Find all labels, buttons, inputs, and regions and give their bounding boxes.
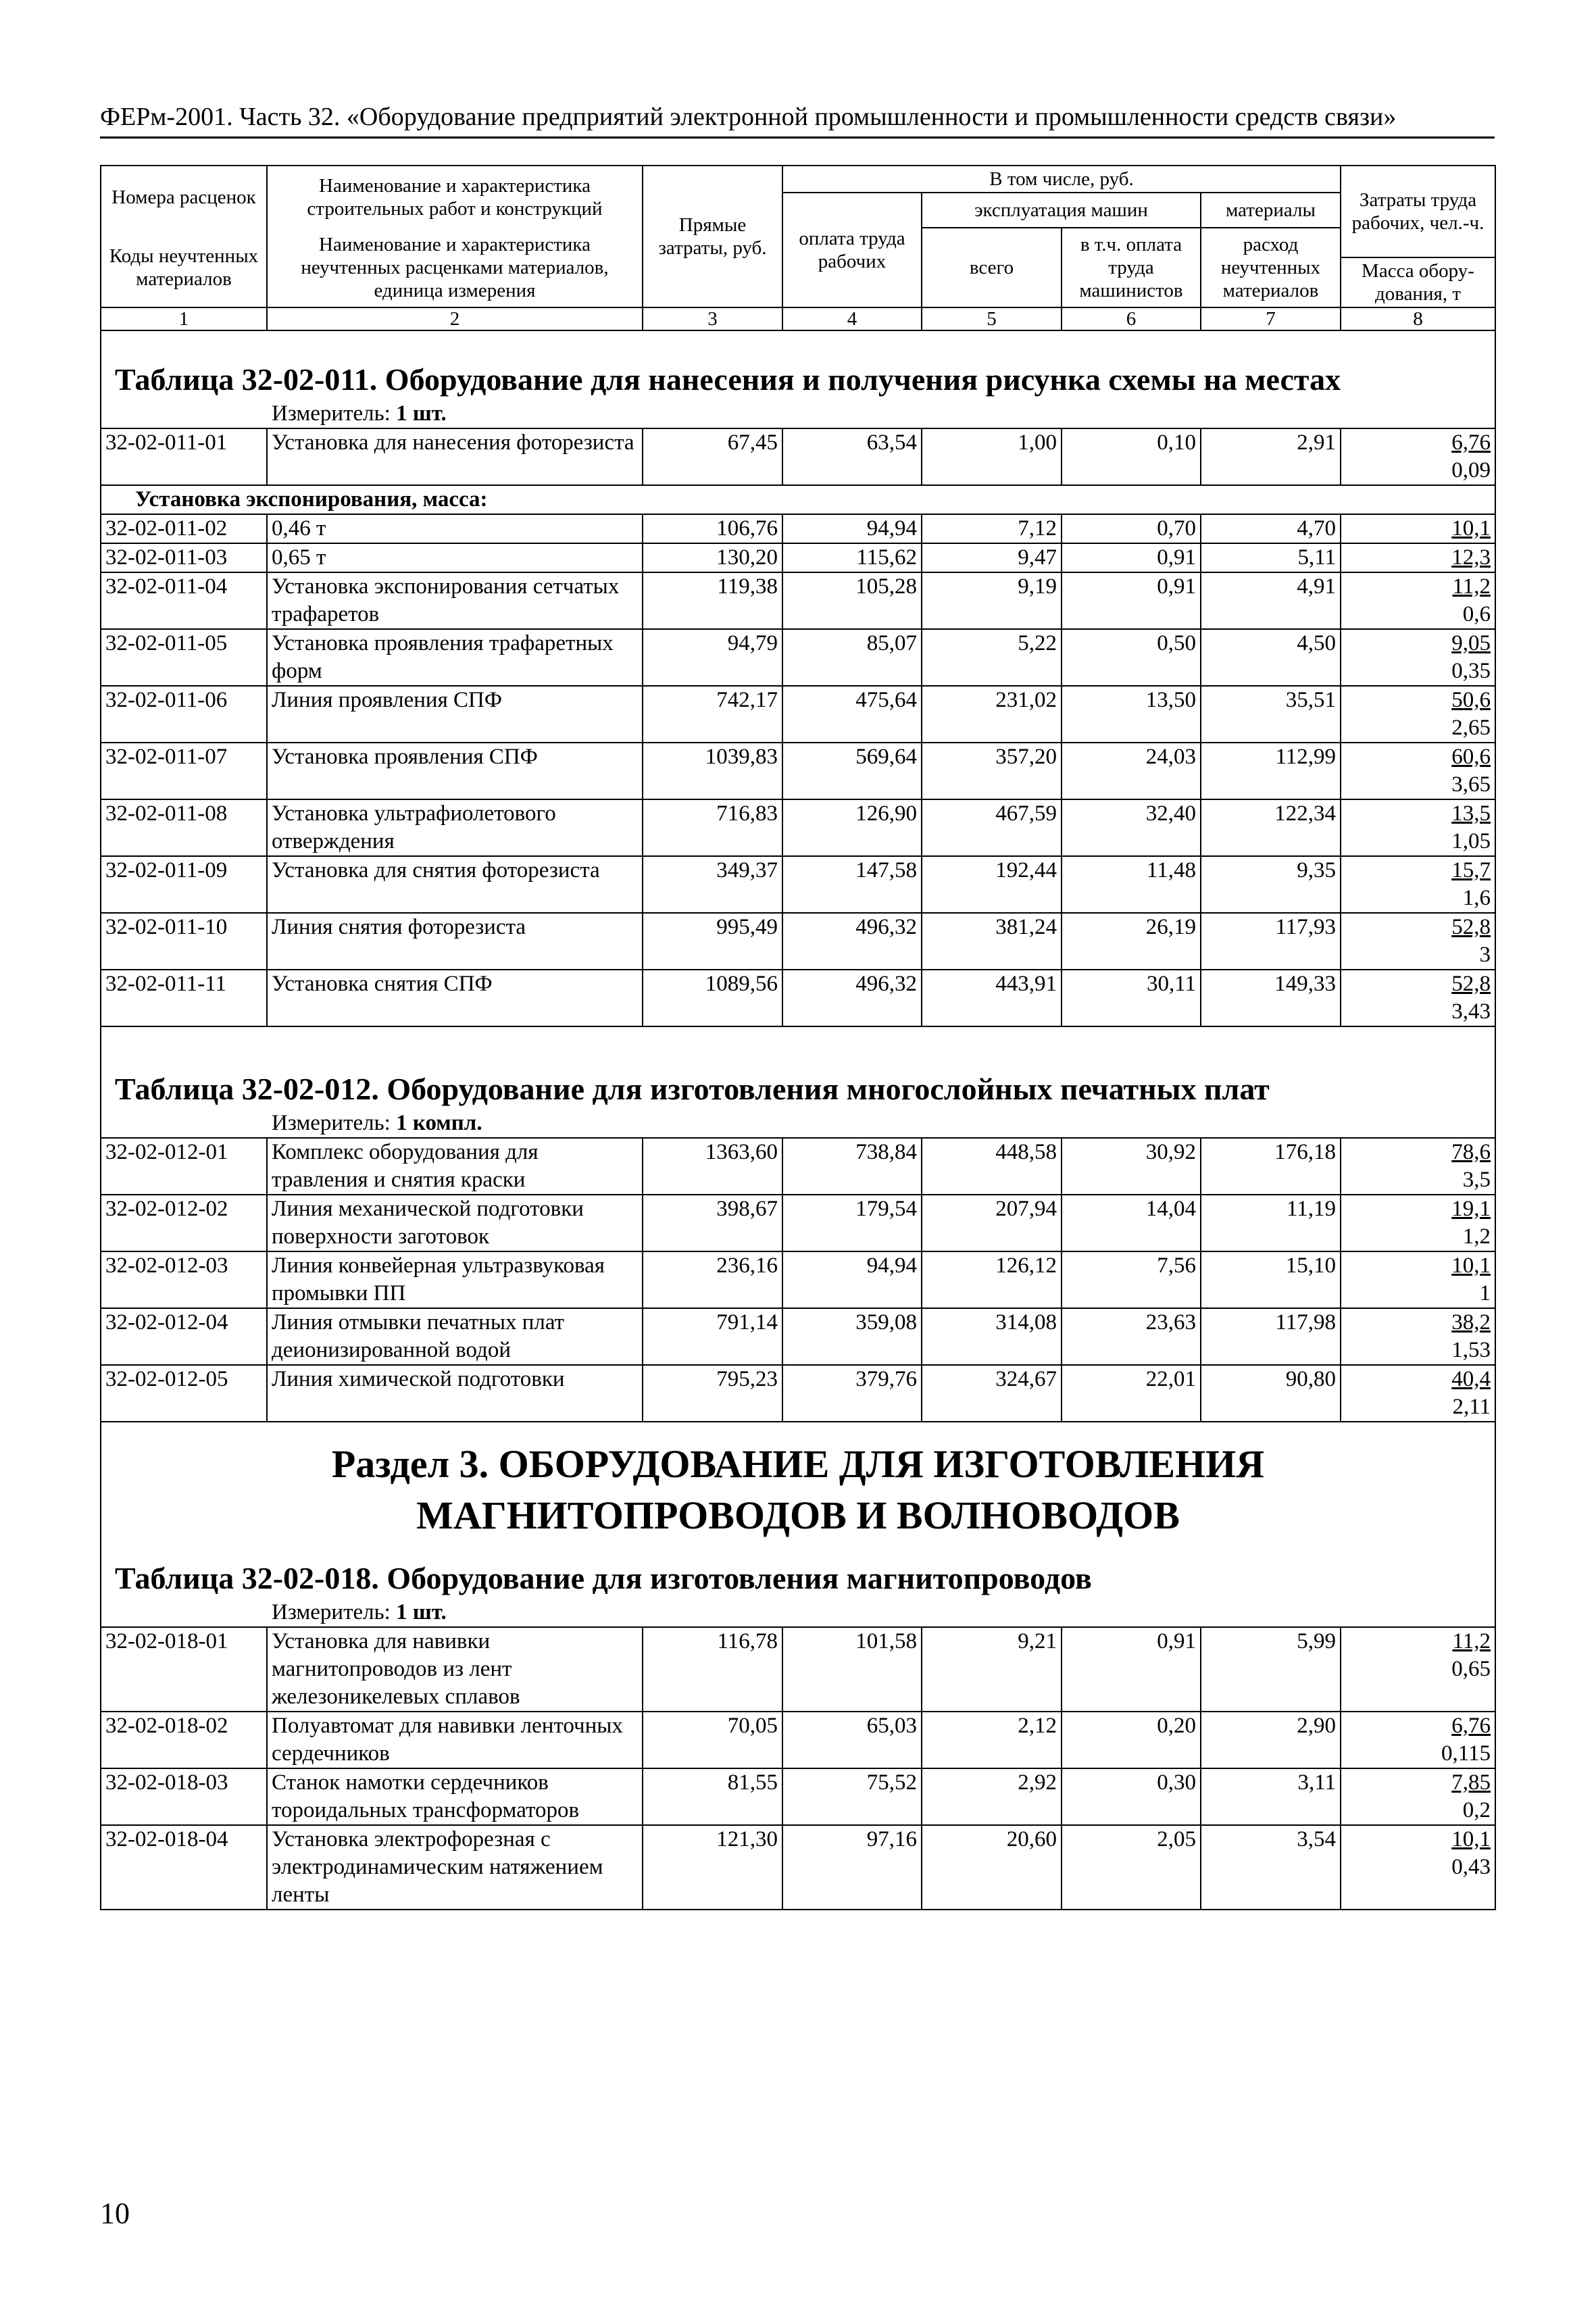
col5-header: всего [922, 228, 1062, 307]
unit-label: Измеритель: [272, 401, 391, 426]
value-c6: 30,92 [1062, 1138, 1201, 1195]
value-c5: 357,20 [922, 743, 1062, 799]
value-c3: 106,76 [643, 514, 782, 543]
value-c8 [1341, 629, 1495, 686]
value-c4: 94,94 [782, 1251, 922, 1308]
rate-code: 32-02-011-10 [101, 913, 267, 970]
value-c8 [1341, 1825, 1495, 1910]
unit-label: Измеритель: [272, 1111, 391, 1135]
section-3-line2: МАГНИТОПРОВОДОВ И ВОЛНОВОДОВ [416, 1493, 1180, 1537]
col1-bottom-header: Коды неучтенных материалов [101, 228, 267, 307]
rate-code: 32-02-012-03 [101, 1251, 267, 1308]
table-011-unit-row [101, 399, 1495, 428]
value-c3: 119,38 [643, 572, 782, 629]
equipment-mass: 3,43 [1451, 999, 1491, 1024]
value-c4: 126,90 [782, 799, 922, 856]
unit-value: 1 шт. [396, 401, 447, 426]
column-number: 2 [267, 307, 643, 330]
value-c7: 4,50 [1201, 629, 1341, 686]
value-c3: 121,30 [643, 1825, 782, 1910]
column-number: 6 [1062, 307, 1201, 330]
value-c3: 67,45 [643, 428, 782, 485]
value-c3: 349,37 [643, 856, 782, 913]
work-name: 0,46 т [267, 514, 643, 543]
value-c5: 207,94 [922, 1195, 1062, 1251]
value-c5: 20,60 [922, 1825, 1062, 1910]
value-c5: 2,12 [922, 1712, 1062, 1768]
value-c3: 236,16 [643, 1251, 782, 1308]
value-c5: 231,02 [922, 686, 1062, 743]
col4-header: оплата труда рабочих [782, 193, 922, 307]
table-row [101, 1365, 1495, 1422]
value-c6: 11,48 [1062, 856, 1201, 913]
value-c4: 738,84 [782, 1138, 922, 1195]
work-name: Установка для нанесения фоторезиста [267, 428, 643, 485]
col1-top-header: Номера расценок [101, 166, 267, 228]
table-018-title-row [101, 1555, 1495, 1598]
table-header [101, 166, 1495, 330]
value-c5: 7,12 [922, 514, 1062, 543]
table-row [101, 970, 1495, 1026]
labor-cost: 11,2 [1452, 574, 1491, 599]
column-number: 8 [1341, 307, 1495, 330]
column-number: 5 [922, 307, 1062, 330]
rate-code: 32-02-011-06 [101, 686, 267, 743]
work-name: Установка ультрафиолетового отверждения [267, 799, 643, 856]
rate-code: 32-02-018-04 [101, 1825, 267, 1910]
value-c8 [1341, 1308, 1495, 1365]
value-c7: 122,34 [1201, 799, 1341, 856]
value-c3: 130,20 [643, 543, 782, 572]
value-c6: 23,63 [1062, 1308, 1201, 1365]
col8-bottom-header: Масса обору-дования, т [1341, 257, 1495, 307]
materials-header: материалы [1201, 193, 1341, 228]
value-c8 [1341, 799, 1495, 856]
rate-code: 32-02-011-02 [101, 514, 267, 543]
value-c4: 496,32 [782, 970, 922, 1026]
rate-code: 32-02-011-09 [101, 856, 267, 913]
labor-cost: 78,6 [1451, 1140, 1491, 1164]
labor-cost: 10,1 [1451, 516, 1491, 541]
value-c4: 75,52 [782, 1768, 922, 1825]
value-c3: 81,55 [643, 1768, 782, 1825]
value-c6: 30,11 [1062, 970, 1201, 1026]
value-c7: 117,93 [1201, 913, 1341, 970]
labor-cost: 6,76 [1451, 430, 1491, 455]
value-c4: 85,07 [782, 629, 922, 686]
value-c8 [1341, 743, 1495, 799]
table-row [101, 686, 1495, 743]
table-row [101, 1251, 1495, 1308]
rate-code: 32-02-011-01 [101, 428, 267, 485]
col2-bottom-header: Наименование и характеристика неучтенных расценками материалов, единица измерения [267, 228, 643, 307]
col6-header: в т.ч. оплата труда машинистов [1062, 228, 1201, 307]
equipment-mass: 0,43 [1451, 1855, 1491, 1879]
table-012-body [101, 1026, 1495, 1422]
value-c4: 147,58 [782, 856, 922, 913]
value-c8 [1341, 514, 1495, 543]
table-012-unit [101, 1109, 1495, 1138]
value-c6: 7,56 [1062, 1251, 1201, 1308]
equipment-mass: 1,2 [1462, 1224, 1491, 1249]
rate-code: 32-02-011-04 [101, 572, 267, 629]
value-c6: 22,01 [1062, 1365, 1201, 1422]
work-name: Линия проявления СПФ [267, 686, 643, 743]
work-name: Линия механической подготовки поверхности заготовок [267, 1195, 643, 1251]
value-c6: 13,50 [1062, 686, 1201, 743]
col7-header: расход неучтенных материалов [1201, 228, 1341, 307]
column-number: 1 [101, 307, 267, 330]
column-number: 4 [782, 307, 922, 330]
rate-code: 32-02-018-03 [101, 1768, 267, 1825]
value-c7: 11,19 [1201, 1195, 1341, 1251]
rate-code: 32-02-011-03 [101, 543, 267, 572]
work-name: Комплекс оборудования для травления и снятия краски [267, 1138, 643, 1195]
spacer-row [101, 1026, 1495, 1066]
table-row [101, 514, 1495, 543]
value-c3: 742,17 [643, 686, 782, 743]
value-c8 [1341, 1627, 1495, 1712]
value-c7: 2,91 [1201, 428, 1341, 485]
rate-code: 32-02-018-01 [101, 1627, 267, 1712]
page-header: ФЕРм-2001. Часть 32. «Оборудование предприятий электронной промышленности и промышленности средств связи» [100, 100, 1495, 139]
value-c5: 324,67 [922, 1365, 1062, 1422]
value-c5: 467,59 [922, 799, 1062, 856]
value-c5: 9,19 [922, 572, 1062, 629]
table-row [101, 1825, 1495, 1910]
rate-code: 32-02-012-01 [101, 1138, 267, 1195]
value-c8 [1341, 970, 1495, 1026]
table-row [101, 799, 1495, 856]
value-c7: 4,70 [1201, 514, 1341, 543]
rate-code: 32-02-011-11 [101, 970, 267, 1026]
equipment-mass: 0,6 [1462, 602, 1491, 626]
value-c5: 314,08 [922, 1308, 1062, 1365]
value-c7: 9,35 [1201, 856, 1341, 913]
work-name: Станок намотки сердечников тороидальных трансформаторов [267, 1768, 643, 1825]
value-c6: 0,20 [1062, 1712, 1201, 1768]
table-row [101, 1138, 1495, 1195]
value-c8 [1341, 1712, 1495, 1768]
equipment-mass: 3,65 [1451, 772, 1491, 797]
value-c7: 2,90 [1201, 1712, 1341, 1768]
unit-value: 1 компл. [396, 1111, 482, 1135]
value-c4: 65,03 [782, 1712, 922, 1768]
work-name: Установка снятия СПФ [267, 970, 643, 1026]
value-c4: 569,64 [782, 743, 922, 799]
table-row [101, 572, 1495, 629]
value-c8 [1341, 1138, 1495, 1195]
value-c4: 94,94 [782, 514, 922, 543]
value-c8 [1341, 686, 1495, 743]
labor-cost: 9,05 [1451, 631, 1491, 655]
value-c7: 5,99 [1201, 1627, 1341, 1712]
work-name: Установка для снятия фоторезиста [267, 856, 643, 913]
column-number: 7 [1201, 307, 1341, 330]
labor-cost: 6,76 [1451, 1714, 1491, 1738]
labor-cost: 52,8 [1451, 972, 1491, 996]
value-c5: 9,47 [922, 543, 1062, 572]
rate-code: 32-02-011-05 [101, 629, 267, 686]
work-name: Полуавтомат для навивки ленточных сердечников [267, 1712, 643, 1768]
value-c6: 0,10 [1062, 428, 1201, 485]
labor-cost: 52,8 [1451, 915, 1491, 939]
value-c6: 0,91 [1062, 543, 1201, 572]
unit-label: Измеритель: [272, 1600, 391, 1624]
value-c5: 448,58 [922, 1138, 1062, 1195]
value-c3: 94,79 [643, 629, 782, 686]
labor-cost: 10,1 [1451, 1827, 1491, 1851]
value-c5: 5,22 [922, 629, 1062, 686]
value-c3: 398,67 [643, 1195, 782, 1251]
rate-code: 32-02-012-05 [101, 1365, 267, 1422]
value-c5: 192,44 [922, 856, 1062, 913]
value-c6: 0,70 [1062, 514, 1201, 543]
table-row [101, 1712, 1495, 1768]
rate-code: 32-02-011-08 [101, 799, 267, 856]
value-c4: 179,54 [782, 1195, 922, 1251]
labor-cost: 15,7 [1451, 858, 1491, 882]
value-c6: 0,91 [1062, 1627, 1201, 1712]
work-name: Установка проявления СПФ [267, 743, 643, 799]
value-c4: 115,62 [782, 543, 922, 572]
work-name: Линия снятия фоторезиста [267, 913, 643, 970]
value-c3: 716,83 [643, 799, 782, 856]
table-row [101, 428, 1495, 485]
value-c7: 117,98 [1201, 1308, 1341, 1365]
table-018-body [101, 1422, 1495, 1910]
col8-top-header: Затраты труда рабочих, чел.-ч. [1341, 166, 1495, 257]
labor-cost: 12,3 [1451, 545, 1491, 570]
value-c5: 2,92 [922, 1768, 1062, 1825]
value-c8 [1341, 1365, 1495, 1422]
table-018-title: Таблица 32-02-018. Оборудование для изготовления магнитопроводов [101, 1555, 1495, 1598]
subheader-text: Установка экспонирования, масса: [101, 485, 1495, 514]
rates-table [100, 165, 1496, 1910]
value-c3: 791,14 [643, 1308, 782, 1365]
value-c5: 126,12 [922, 1251, 1062, 1308]
value-c7: 90,80 [1201, 1365, 1341, 1422]
value-c6: 32,40 [1062, 799, 1201, 856]
value-c6: 0,50 [1062, 629, 1201, 686]
value-c4: 496,32 [782, 913, 922, 970]
value-c3: 1089,56 [643, 970, 782, 1026]
value-c8 [1341, 428, 1495, 485]
column-number: 3 [643, 307, 782, 330]
value-c4: 359,08 [782, 1308, 922, 1365]
value-c6: 14,04 [1062, 1195, 1201, 1251]
value-c4: 101,58 [782, 1627, 922, 1712]
table-011-body [101, 330, 1495, 1026]
column-numbers-row [101, 307, 1495, 330]
value-c5: 9,21 [922, 1627, 1062, 1712]
value-c3: 1363,60 [643, 1138, 782, 1195]
equipment-mass: 3,5 [1462, 1168, 1491, 1192]
equipment-mass: 0,65 [1451, 1657, 1491, 1681]
work-name: Линия конвейерная ультразвуковая промывки ПП [267, 1251, 643, 1308]
table-row [101, 1768, 1495, 1825]
value-c5: 381,24 [922, 913, 1062, 970]
value-c6: 0,91 [1062, 572, 1201, 629]
work-name: Установка для навивки магнитопроводов из лент железоникелевых сплавов [267, 1627, 643, 1712]
labor-cost: 50,6 [1451, 688, 1491, 712]
value-c7: 149,33 [1201, 970, 1341, 1026]
group-header: В том числе, руб. [782, 166, 1341, 193]
table-row [101, 913, 1495, 970]
work-name: Установка экспонирования сетчатых трафаретов [267, 572, 643, 629]
equipment-mass: 1,05 [1451, 829, 1491, 853]
labor-cost: 7,85 [1451, 1770, 1491, 1795]
table-row [101, 1308, 1495, 1365]
equipment-mass: 2,11 [1452, 1395, 1491, 1419]
value-c6: 24,03 [1062, 743, 1201, 799]
work-name: Линия отмывки печатных плат деионизированной водой [267, 1308, 643, 1365]
table-012-unit-row [101, 1109, 1495, 1138]
work-name: Линия химической подготовки [267, 1365, 643, 1422]
labor-cost: 10,1 [1451, 1253, 1491, 1278]
work-name: 0,65 т [267, 543, 643, 572]
value-c8 [1341, 856, 1495, 913]
value-c8 [1341, 572, 1495, 629]
value-c3: 70,05 [643, 1712, 782, 1768]
value-c4: 97,16 [782, 1825, 922, 1910]
value-c3: 995,49 [643, 913, 782, 970]
rate-code: 32-02-018-02 [101, 1712, 267, 1768]
value-c7: 176,18 [1201, 1138, 1341, 1195]
rate-code: 32-02-012-02 [101, 1195, 267, 1251]
section-3-heading [101, 1422, 1495, 1555]
value-c7: 5,11 [1201, 543, 1341, 572]
equipment-mass: 2,65 [1451, 716, 1491, 740]
col3-header: Прямые затраты, руб. [643, 166, 782, 307]
value-c8 [1341, 1195, 1495, 1251]
value-c8 [1341, 543, 1495, 572]
rate-code: 32-02-012-04 [101, 1308, 267, 1365]
table-018-unit [101, 1598, 1495, 1627]
value-c3: 795,23 [643, 1365, 782, 1422]
value-c3: 116,78 [643, 1627, 782, 1712]
table-row [101, 1195, 1495, 1251]
rate-code: 32-02-011-07 [101, 743, 267, 799]
equipment-mass: 0,115 [1441, 1741, 1491, 1766]
table-row [101, 543, 1495, 572]
page-number: 10 [100, 2197, 130, 2230]
table-018-unit-row [101, 1598, 1495, 1627]
equipment-mass: 0,2 [1462, 1798, 1491, 1822]
value-c7: 4,91 [1201, 572, 1341, 629]
value-c6: 2,05 [1062, 1825, 1201, 1910]
labor-cost: 38,2 [1451, 1310, 1491, 1335]
equipment-mass: 0,35 [1451, 659, 1491, 683]
labor-cost: 40,4 [1451, 1367, 1491, 1391]
value-c5: 1,00 [922, 428, 1062, 485]
value-c4: 379,76 [782, 1365, 922, 1422]
table-row [101, 856, 1495, 913]
work-name: Установка проявления трафаретных форм [267, 629, 643, 686]
table-012-title: Таблица 32-02-012. Оборудование для изготовления многослойных печатных плат [101, 1066, 1495, 1109]
table-011-unit [101, 399, 1495, 428]
table-011-title: Таблица 32-02-011. Оборудование для нанесения и получения рисунка схемы на местах [101, 356, 1495, 399]
table-row [101, 743, 1495, 799]
value-c4: 63,54 [782, 428, 922, 485]
table-row [101, 629, 1495, 686]
value-c7: 35,51 [1201, 686, 1341, 743]
value-c6: 0,30 [1062, 1768, 1201, 1825]
value-c4: 105,28 [782, 572, 922, 629]
section-3-line1: Раздел 3. ОБОРУДОВАНИЕ ДЛЯ ИЗГОТОВЛЕНИЯ [331, 1442, 1265, 1486]
work-name: Установка электрофорезная с электродинамическим натяжением ленты [267, 1825, 643, 1910]
spacer-row [101, 330, 1495, 356]
value-c7: 3,54 [1201, 1825, 1341, 1910]
value-c8 [1341, 1768, 1495, 1825]
equipment-mass: 1 [1479, 1281, 1491, 1305]
table-012-title-row [101, 1066, 1495, 1109]
labor-cost: 19,1 [1451, 1197, 1491, 1221]
equipment-mass: 3 [1479, 943, 1491, 967]
unit-value: 1 шт. [396, 1600, 447, 1624]
value-c5: 443,91 [922, 970, 1062, 1026]
value-c7: 112,99 [1201, 743, 1341, 799]
section-3-heading-row [101, 1422, 1495, 1555]
equipment-mass: 0,09 [1451, 458, 1491, 482]
value-c7: 3,11 [1201, 1768, 1341, 1825]
table-row [101, 1627, 1495, 1712]
col2-top-header: Наименование и характеристика строительных работ и конструкций [267, 166, 643, 228]
value-c7: 15,10 [1201, 1251, 1341, 1308]
value-c8 [1341, 1251, 1495, 1308]
value-c6: 26,19 [1062, 913, 1201, 970]
equipment-mass: 1,53 [1451, 1338, 1491, 1362]
labor-cost: 13,5 [1451, 801, 1491, 826]
machines-header: эксплуатация машин [922, 193, 1201, 228]
value-c3: 1039,83 [643, 743, 782, 799]
labor-cost: 11,2 [1452, 1629, 1491, 1653]
value-c4: 475,64 [782, 686, 922, 743]
labor-cost: 60,6 [1451, 745, 1491, 769]
equipment-mass: 1,6 [1462, 886, 1491, 910]
subheader-row [101, 485, 1495, 514]
value-c8 [1341, 913, 1495, 970]
table-011-title-row [101, 356, 1495, 399]
